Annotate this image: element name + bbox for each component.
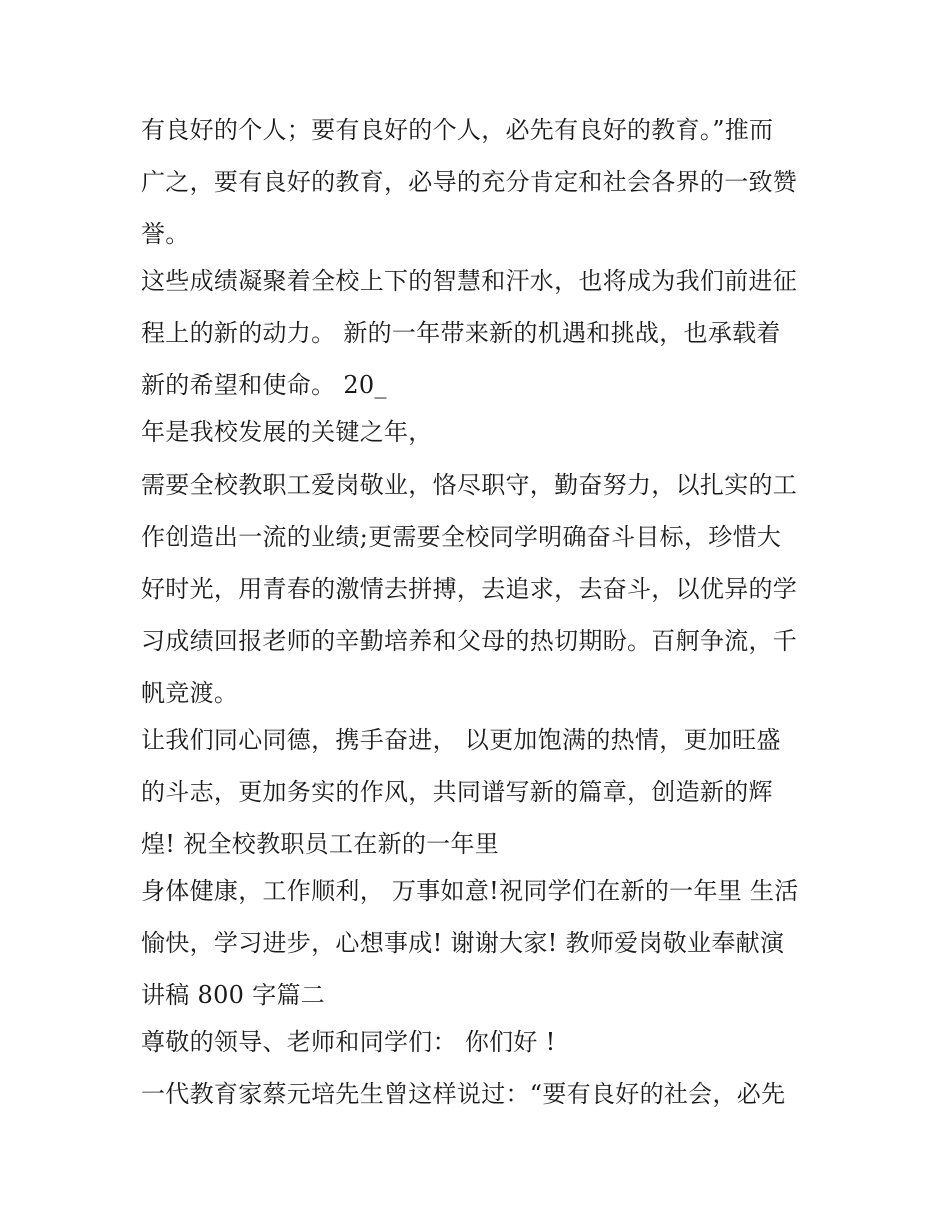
- text-line: 讲稿 800 字篇二: [141, 981, 326, 1009]
- text-line: 程上的新的动力。 新的一年带来新的机遇和挑战，也承载着: [141, 319, 781, 347]
- text-line: 年是我校发展的关键之年，: [141, 418, 433, 446]
- text-line: 的斗志，更加务实的作风，共同谱写新的篇章，创造新的辉: [141, 778, 773, 806]
- text-line: 好时光，用青春的激情去拼搏，去追求，去奋斗，以优异的学: [141, 575, 798, 603]
- text-line: 愉快，学习进步，心想事成! 谢谢大家! 教师爱岗敬业奉献演: [141, 929, 785, 957]
- text-line: 煌! 祝全校教职员工在新的一年里: [141, 830, 500, 858]
- text-line: 让我们同心同德，携手奋进， 以更加饱满的热情，更加旺盛: [141, 726, 781, 754]
- text-line: 习成绩回报老师的辛勤培养和父母的热切期盼。百舸争流，千: [141, 627, 798, 655]
- text-line: 一代教育家蔡元培先生曾这样说过：“要有良好的社会，必先: [141, 1080, 786, 1108]
- text-line: 新的希望和使命。 20_: [141, 371, 387, 399]
- text-line: 需要全校教职工爱岗敬业，恪尽职守，勤奋努力，以扎实的工: [141, 471, 798, 499]
- text-line: 这些成绩凝聚着全校上下的智慧和汗水，也将成为我们前进征: [141, 267, 798, 295]
- text-line: 广之，要有良好的教育，必导的充分肯定和社会各界的一致赞: [141, 168, 798, 196]
- text-line: 身体健康，工作顺利， 万事如意!祝同学们在新的一年里 生活: [141, 877, 799, 905]
- text-line: 作创造出一流的业绩;更需要全校同学明确奋斗目标，珍惜大: [141, 523, 782, 551]
- text-line: 有良好的个人；要有良好的个人，必先有良好的教育。”推而: [141, 116, 774, 144]
- text-line: 尊敬的领导、老师和同学们： 你们好 !: [141, 1028, 556, 1056]
- text-line: 帆竞渡。: [141, 679, 239, 707]
- text-line: 誉。: [141, 220, 190, 248]
